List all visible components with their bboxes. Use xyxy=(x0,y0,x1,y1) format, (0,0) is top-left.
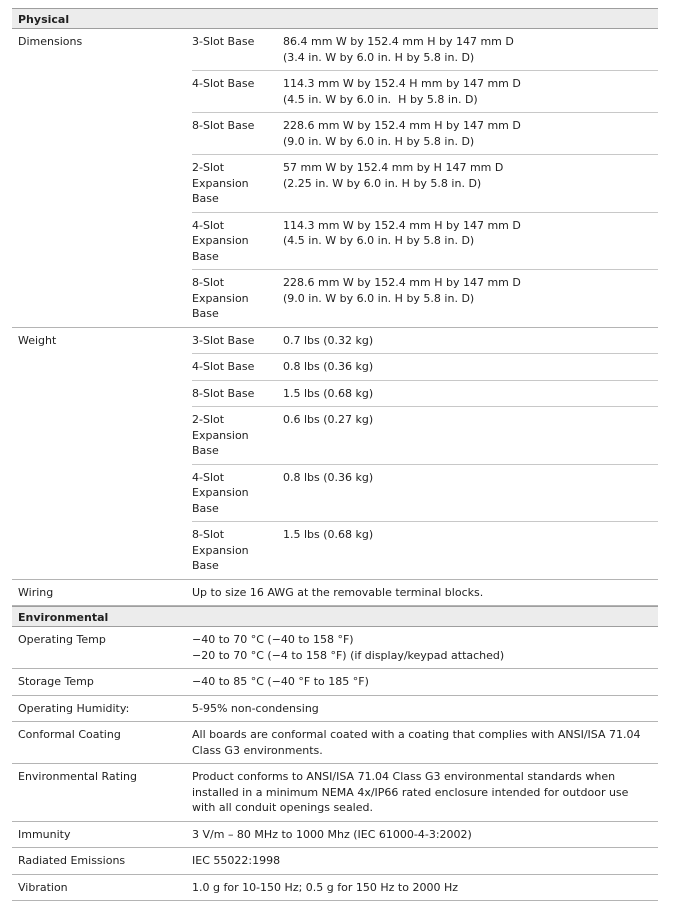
text-line: Expansion xyxy=(192,176,283,192)
spec-row xyxy=(12,822,658,849)
spec-subrow xyxy=(192,270,658,327)
text-line: 3-Slot Base xyxy=(192,34,283,50)
spec-row-wiring xyxy=(12,580,658,607)
spec-label: Operating Humidity: xyxy=(12,696,192,722)
environmental-rows xyxy=(12,627,658,901)
text-line: Base xyxy=(192,249,283,265)
text-line: Base xyxy=(192,443,283,459)
spec-subrow-name xyxy=(192,465,283,522)
spec-row xyxy=(12,669,658,696)
spec-group-weight xyxy=(12,328,658,580)
spec-subrow xyxy=(192,407,658,465)
spec-subrow-name xyxy=(192,407,283,464)
text-line: 114.3 mm W by 152.4 H mm by 147 mm D xyxy=(283,76,658,92)
spec-row xyxy=(12,627,658,669)
text-line: (2.25 in. W by 6.0 in. H by 5.8 in. D) xyxy=(283,176,658,192)
spec-subrow-name xyxy=(192,381,283,407)
text-line: Base xyxy=(192,306,283,322)
text-line: 2-Slot xyxy=(192,160,283,176)
spec-row xyxy=(12,722,658,764)
text-line: Expansion xyxy=(192,428,283,444)
spec-subrow-name xyxy=(192,71,283,112)
spec-subrow-name xyxy=(192,213,283,270)
spec-subrow-value xyxy=(283,407,658,464)
text-line: 114.3 mm W by 152.4 mm H by 147 mm D xyxy=(283,218,658,234)
spec-table xyxy=(12,8,658,901)
spec-value xyxy=(192,627,658,668)
spec-subrow xyxy=(192,71,658,113)
spec-group-dimensions xyxy=(12,29,658,328)
spec-subrow-value xyxy=(283,522,658,579)
spec-subrow xyxy=(192,328,658,355)
spec-subrow-value xyxy=(283,213,658,270)
spec-row xyxy=(12,764,658,822)
spec-subrow-name xyxy=(192,354,283,380)
text-line: (4.5 in. W by 6.0 in. H by 5.8 in. D) xyxy=(283,233,658,249)
spec-row xyxy=(12,875,658,901)
text-line: 228.6 mm W by 152.4 mm H by 147 mm D xyxy=(283,275,658,291)
spec-subrow-name xyxy=(192,29,283,70)
spec-subrow-value xyxy=(283,465,658,522)
spec-value xyxy=(192,848,658,874)
spec-subrow-value xyxy=(283,354,658,380)
text-line: 4-Slot Base xyxy=(192,76,283,92)
text-line: Product conforms to ANSI/ISA 71.04 Class G3 environmental standards when installed in a minimum NEMA 4x/IP66 rated enclosure intended for outdoor use with all conduit openings sealed. xyxy=(192,769,648,816)
text-line: (9.0 in. W by 6.0 in. H by 5.8 in. D) xyxy=(283,134,658,150)
text-line: IEC 55022:1998 xyxy=(192,853,648,869)
text-line: Base xyxy=(192,558,283,574)
text-line: −40 to 70 °C (−40 to 158 °F) xyxy=(192,632,648,648)
spec-label: Weight xyxy=(12,328,192,579)
weight-cells xyxy=(192,328,658,579)
section-heading-environmental: Environmental xyxy=(12,606,658,627)
spec-subrow-value xyxy=(283,29,658,70)
text-line: 228.6 mm W by 152.4 mm H by 147 mm D xyxy=(283,118,658,134)
text-line: Expansion xyxy=(192,485,283,501)
spec-subrow-name xyxy=(192,270,283,327)
text-line: 8-Slot Base xyxy=(192,386,283,402)
spec-subrow-name xyxy=(192,155,283,212)
text-line: (9.0 in. W by 6.0 in. H by 5.8 in. D) xyxy=(283,291,658,307)
text-line: 1.0 g for 10-150 Hz; 0.5 g for 150 Hz to 2000 Hz xyxy=(192,880,648,896)
spec-subrow xyxy=(192,354,658,381)
spec-subrow xyxy=(192,213,658,271)
spec-subrow-name xyxy=(192,522,283,579)
text-line: Base xyxy=(192,191,283,207)
spec-subrow-name xyxy=(192,328,283,354)
spec-label: Storage Temp xyxy=(12,669,192,695)
text-line: Base xyxy=(192,501,283,517)
dimensions-cells xyxy=(192,29,658,327)
spec-subrow xyxy=(192,381,658,408)
text-line: 8-Slot xyxy=(192,275,283,291)
text-line: (3.4 in. W by 6.0 in. H by 5.8 in. D) xyxy=(283,50,658,66)
spec-label: Radiated Emissions xyxy=(12,848,192,874)
text-line: All boards are conformal coated with a coating that complies with ANSI/ISA 71.04 Class G3 environments. xyxy=(192,727,648,758)
spec-subrow-value xyxy=(283,155,658,212)
text-line: 0.7 lbs (0.32 kg) xyxy=(283,333,658,349)
text-line: 57 mm W by 152.4 mm by H 147 mm D xyxy=(283,160,658,176)
text-line: 4-Slot xyxy=(192,470,283,486)
spec-subrow-value xyxy=(283,113,658,154)
section-heading-physical: Physical xyxy=(12,8,658,29)
spec-value xyxy=(192,669,658,695)
spec-value xyxy=(192,764,658,821)
text-line: 0.6 lbs (0.27 kg) xyxy=(283,412,658,428)
text-line: 3 V/m – 80 MHz to 1000 Mhz (IEC 61000-4-3:2002) xyxy=(192,827,648,843)
spec-subrow-value xyxy=(283,381,658,407)
text-line: 2-Slot xyxy=(192,412,283,428)
text-line: 4-Slot Base xyxy=(192,359,283,375)
spec-label: Operating Temp xyxy=(12,627,192,668)
spec-label: Wiring xyxy=(12,580,192,606)
text-line: 0.8 lbs (0.36 kg) xyxy=(283,470,658,486)
text-line: Expansion xyxy=(192,291,283,307)
spec-value xyxy=(192,875,658,901)
text-line: 1.5 lbs (0.68 kg) xyxy=(283,386,658,402)
spec-label: Dimensions xyxy=(12,29,192,327)
text-line: −40 to 85 °C (−40 °F to 185 °F) xyxy=(192,674,648,690)
text-line: 4-Slot xyxy=(192,218,283,234)
spec-label: Vibration xyxy=(12,875,192,901)
spec-row xyxy=(12,848,658,875)
text-line: 1.5 lbs (0.68 kg) xyxy=(283,527,658,543)
spec-subrow-value xyxy=(283,328,658,354)
text-line: 8-Slot Base xyxy=(192,118,283,134)
text-line: 8-Slot xyxy=(192,527,283,543)
spec-subrow xyxy=(192,155,658,213)
spec-label: Environmental Rating xyxy=(12,764,192,821)
spec-label: Conformal Coating xyxy=(12,722,192,763)
text-line: (4.5 in. W by 6.0 in. H by 5.8 in. D) xyxy=(283,92,658,108)
spec-value: Up to size 16 AWG at the removable terminal blocks. xyxy=(192,580,658,606)
spec-subrow-value xyxy=(283,71,658,112)
spec-label: Immunity xyxy=(12,822,192,848)
text-line: 86.4 mm W by 152.4 mm H by 147 mm D xyxy=(283,34,658,50)
text-line: Expansion xyxy=(192,543,283,559)
spec-subrow-value xyxy=(283,270,658,327)
text-line: 0.8 lbs (0.36 kg) xyxy=(283,359,658,375)
spec-row xyxy=(12,696,658,723)
text-line: Expansion xyxy=(192,233,283,249)
spec-value xyxy=(192,696,658,722)
spec-subrow xyxy=(192,465,658,523)
spec-subrow xyxy=(192,522,658,579)
spec-subrow xyxy=(192,29,658,71)
spec-value xyxy=(192,722,658,763)
text-line: 3-Slot Base xyxy=(192,333,283,349)
text-line: −20 to 70 °C (−4 to 158 °F) (if display/keypad attached) xyxy=(192,648,648,664)
spec-subrow xyxy=(192,113,658,155)
spec-value xyxy=(192,822,658,848)
spec-subrow-name xyxy=(192,113,283,154)
text-line: 5-95% non-condensing xyxy=(192,701,648,717)
